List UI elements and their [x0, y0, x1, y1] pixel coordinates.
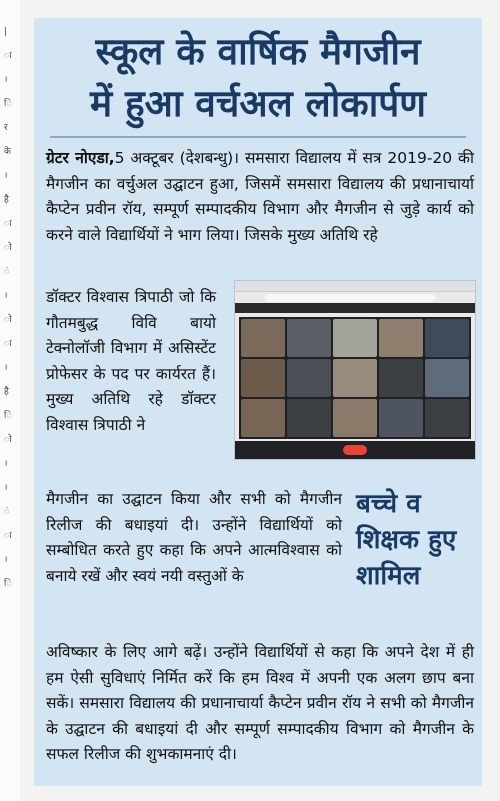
participant-tile	[333, 399, 377, 437]
participant-tile	[287, 319, 331, 357]
strip-fragment: के	[4, 147, 11, 157]
strip-fragment: ो	[4, 435, 12, 445]
participant-tile	[425, 359, 469, 397]
video-call-screenshot	[234, 280, 476, 460]
strip-fragment: है	[4, 195, 9, 205]
participant-tile	[379, 399, 423, 437]
pull-quote-line-3: शामिल	[356, 561, 421, 591]
adjacent-column-fragments	[4, 20, 18, 596]
headline-line-2: में हुआ वर्चअल लोकार्पण	[89, 82, 427, 125]
paragraph-1-text: 5 अक्टूबर (देशबन्धु)। समसारा विद्यालय में सत्र 2019-20 की मैगजीन का वर्चुअल उद्घाटन हुआ, जिसमें समसारा विद्यालय की प्रधानाचार्या कैप्टेन प्रवीन रॉय, सम्पूर्ण सम्पादकीय विभाग और मैगजीन से जुड़े कार्य को करने वाले विद्यार्थियों ने भाग लिया। जिसके मुख्य अतिथि रहे	[46, 149, 474, 244]
participant-tile	[241, 319, 285, 357]
participant-tile	[425, 399, 469, 437]
strip-fragment: ि	[4, 411, 12, 421]
participant-tile	[425, 319, 469, 357]
strip-fragment: ।	[4, 363, 8, 373]
strip-fragment: है	[4, 387, 9, 397]
article-paragraph-1	[46, 146, 474, 248]
participant-tile	[379, 359, 423, 397]
participant-grid	[239, 317, 471, 439]
strip-fragment: ो	[4, 315, 12, 325]
strip-fragment: ।	[4, 459, 8, 469]
headline-divider	[50, 136, 466, 138]
strip-fragment: |	[4, 27, 8, 37]
participant-tile	[379, 319, 423, 357]
article-headline	[34, 26, 482, 130]
browser-address-bar	[265, 294, 435, 302]
pull-quote	[356, 486, 478, 594]
participant-tile	[241, 399, 285, 437]
article-closing-paragraph: अविष्कार के लिए आगे बढ़ें। उन्होंने विद्यार्थियों से कहा कि अपने देश में ही हम ऐसी सुविधाएं निर्मित करें कि हम विश्व में अपनी एक अलग छाप बना सकें। समसारा विद्यालय की प्रधानाचार्या कैप्टेन प्रवीन रॉय ने सभी को मैगजीन के उद्घाटन की बधाइयां दी और सम्पूर्ण सम्पादकीय विभाग को मैगजीन के सफल रिलीज की शुभकामनाएं दी।	[46, 643, 474, 764]
pull-quote-line-1: बच्चे व	[356, 489, 421, 519]
strip-fragment: ं	[4, 507, 10, 517]
pull-quote-line-2: शिक्षक हुए	[356, 525, 457, 555]
strip-fragment: ।	[4, 291, 8, 301]
strip-fragment: ।	[4, 75, 8, 85]
participant-tile	[333, 359, 377, 397]
strip-fragment: र	[4, 123, 8, 133]
strip-fragment: ि	[4, 99, 12, 109]
participant-tile	[287, 359, 331, 397]
strip-fragment: ि	[4, 579, 12, 589]
dateline: ग्रेटर नोएडा,	[46, 149, 115, 167]
end-call-icon	[343, 445, 367, 455]
strip-fragment: ा	[4, 339, 12, 349]
strip-fragment: ा	[4, 51, 12, 61]
headline-line-1: स्कूल के वार्षिक मैगजीन	[95, 30, 421, 73]
news-article	[34, 18, 482, 786]
adjacent-column-strip	[0, 0, 20, 801]
browser-tab-bar	[235, 281, 475, 292]
article-wide-paragraph: मैगजीन का उद्घाटन किया और सभी को मैगजीन रिलीज की बधाइयां दी। उन्होंने विद्यार्थियों को सम्बोधित करते हुए कहा कि अपने आत्मविश्वास को बनाये रखें और स्वयं नयी वस्तुओं के	[46, 490, 342, 585]
strip-fragment: ा	[4, 219, 12, 229]
strip-fragment: ो	[4, 243, 12, 253]
participant-tile	[287, 399, 331, 437]
meeting-controls-bar	[235, 441, 475, 459]
article-left-column: डॉक्टर विश्वास त्रिपाठी जो कि गौतमबुद्ध विवि बायो टेक्नोलॉजी विभाग में असिस्टेंट प्रोफेसर के पद पर कार्यरत हैं। मुख्य अतिथि रहे डॉक्टर विश्वास त्रिपाठी ने	[46, 288, 216, 434]
strip-fragment: ा	[4, 531, 12, 541]
strip-fragment: ं	[4, 267, 10, 277]
participant-tile	[333, 319, 377, 357]
strip-fragment: ।	[4, 555, 8, 565]
strip-fragment: ।	[4, 483, 8, 493]
participant-tile	[241, 359, 285, 397]
meeting-header	[235, 303, 475, 313]
strip-fragment: ।	[4, 171, 8, 181]
